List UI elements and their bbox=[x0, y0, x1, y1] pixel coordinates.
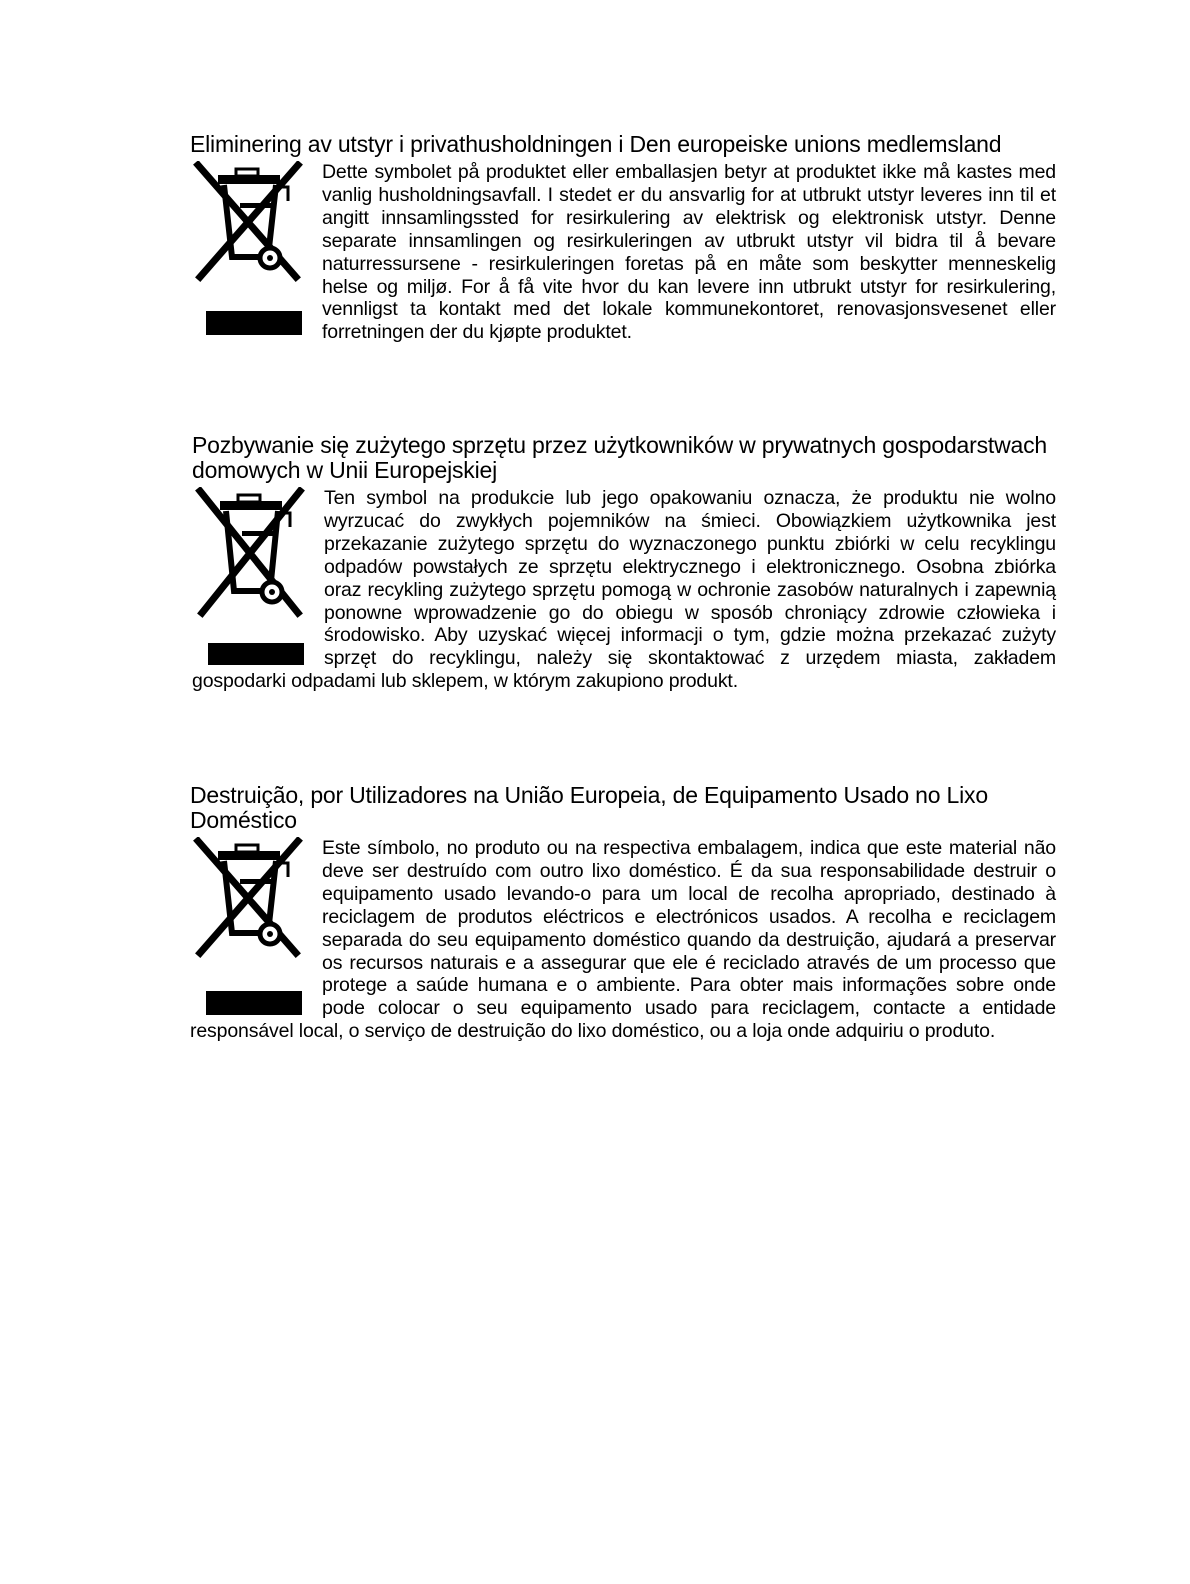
weee-crossed-out-bin-icon bbox=[190, 837, 308, 1015]
section-body: Este símbolo, no produto ou na respectiva embalagem, indica que este material não deve ser destruído com outro lixo doméstico. É da sua responsabilidade destruir o equipamento usado levando-o para um local de recolha apropriado, destinado à reciclagem de produtos eléctricos e electrónicos usados. A recolha e reciclagem separada do seu equipamento doméstico quando da destruição, ajudará a preservar os recursos naturais e a assegurar que ele é reciclado através de um processo que protege a saúde humana e o ambiente. Para obter mais informações sobre onde pode colocar o seu equipamento usado para reciclagem, contacte a entidade responsável local, o serviço de destruição do lixo doméstico, ou a loja onde adquiriu o produto. bbox=[190, 837, 1056, 1043]
section-heading: Destruição, por Utilizadores na União Europeia, de Equipamento Usado no Lixo Doméstico bbox=[190, 782, 988, 833]
section-heading: Eliminering av utstyr i privathusholdningen i Den europeiske unions medlemsland bbox=[190, 131, 1002, 157]
section-norwegian bbox=[190, 132, 1056, 344]
section-heading: Pozbywanie się zużytego sprzętu przez użytkowników w prywatnych gospodarstwach domowych w Unii Europejskiej bbox=[192, 432, 1047, 483]
weee-crossed-out-bin-icon bbox=[192, 487, 310, 665]
section-body: Dette symbolet på produktet eller emballasjen betyr at produktet ikke må kastes med vanlig husholdningsavfall. I stedet er du ansvarlig for at utbrukt utstyr leveres inn til et angitt innsamlingssted for resirkulering av elektrisk og elektronisk utstyr. Denne separate innsamlingen og resirkuleringen av utbrukt utstyr vil bidra til å bevare naturressursene - resirkuleringen foretas på en måte som beskytter menneskelig helse og miljø. For å få vite hvor du kan levere inn utbrukt utstyr for resirkulering, vennligst ta kontakt med det lokale kommunekontoret, renovasjonsvesenet eller forretningen der du kjøpte produktet. bbox=[322, 161, 1056, 344]
section-portuguese bbox=[190, 783, 1056, 1043]
section-polish bbox=[192, 433, 1056, 693]
weee-crossed-out-bin-icon bbox=[190, 161, 308, 339]
section-body: Ten symbol na produkcie lub jego opakowaniu oznacza, że produktu nie wolno wyrzucać do zwykłych pojemników na śmieci. Obowiązkiem użytkownika jest przekazanie zużytego sprzętu do wyznaczonego punktu zbiórki w celu recyklingu odpadów powstałych ze sprzętu elektrycznego i elektronicznego. Osobna zbiórka oraz recykling zużytego sprzętu pomogą w ochronie zasobów naturalnych i zapewnią ponowne wprowadzenie go do obiegu w sposób chroniący zdrowie człowieka i środowisko. Aby uzyskać więcej informacji o tym, gdzie można przekazać zużyty sprzęt do recyklingu, należy się skontaktować z urzędem miasta, zakładem gospodarki odpadami lub sklepem, w którym zakupiono produkt. bbox=[192, 487, 1056, 693]
